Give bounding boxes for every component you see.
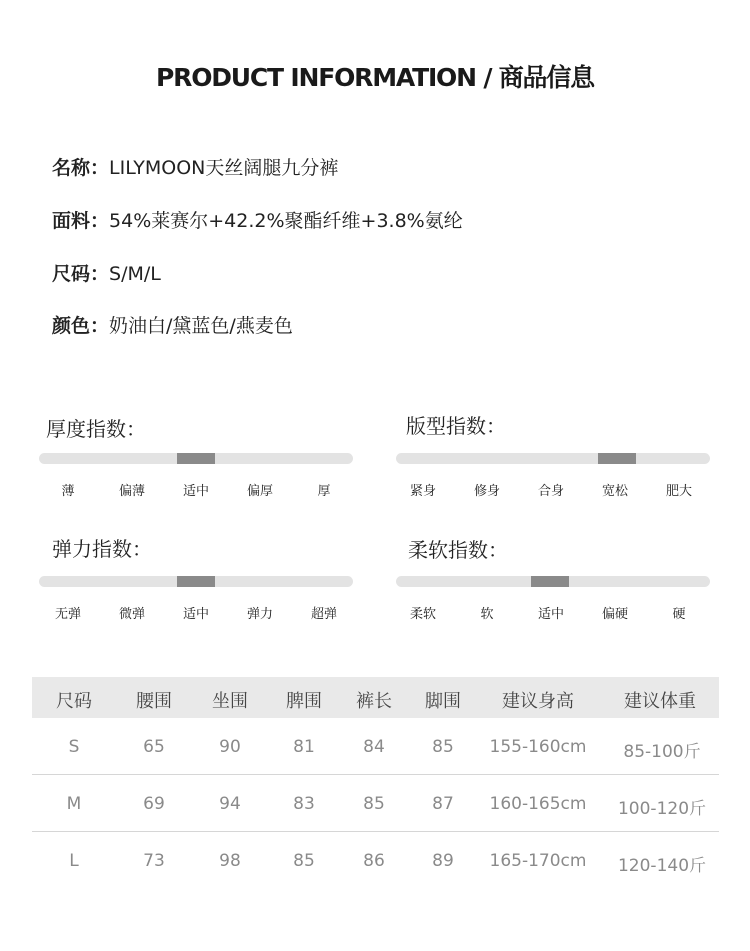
fit-label-3: 合身 (537, 484, 565, 499)
table-cell: 73 (143, 851, 165, 871)
table-cell: 100-120斤 (617, 799, 707, 819)
info-fabric-value: 54%莱赛尔+42.2%聚酯纤维+3.8%氨纶 (109, 210, 463, 232)
info-color-key: 颜色： (52, 315, 110, 337)
softness-label-4: 偏硬 (601, 607, 629, 622)
table-header-length: 裤长 (356, 691, 392, 712)
row-divider (32, 831, 719, 832)
fit-label-1: 紧身 (409, 484, 437, 499)
table-cell: L (69, 851, 79, 871)
table-cell: 87 (432, 794, 454, 814)
table-header-waist: 腰围 (136, 691, 172, 712)
table-header-size: 尺码 (56, 691, 92, 712)
table-cell: 83 (293, 794, 315, 814)
info-fabric (52, 206, 463, 233)
table-cell: 160-165cm (489, 794, 587, 814)
table-cell: 65 (143, 737, 165, 757)
table-cell: 90 (219, 737, 241, 757)
info-name-key: 名称： (52, 157, 110, 179)
elasticity-index-bar (39, 576, 353, 587)
table-cell: 84 (363, 737, 385, 757)
softness-index-marker (531, 576, 569, 587)
softness-label-1: 柔软 (409, 607, 437, 622)
elasticity-label-5: 超弹 (310, 607, 338, 622)
info-size-key: 尺码： (52, 263, 110, 285)
fit-index-bar (396, 453, 710, 464)
thickness-index-marker (177, 453, 215, 464)
table-header-thigh: 脾围 (286, 691, 322, 712)
fit-index-marker (598, 453, 636, 464)
table-cell: 85 (432, 737, 454, 757)
softness-label-3: 适中 (537, 607, 565, 622)
thickness-label-3: 适中 (182, 484, 210, 499)
elasticity-label-4: 弹力 (246, 607, 274, 622)
page-title: PRODUCT INFORMATION / 商品信息 (156, 63, 594, 92)
table-cell: 85 (293, 851, 315, 871)
table-cell: 81 (293, 737, 315, 757)
table-cell: 86 (363, 851, 385, 871)
info-color-value: 奶油白/黛蓝色/燕麦色 (109, 315, 293, 337)
fit-label-2: 修身 (473, 484, 501, 499)
table-cell: 120-140斤 (617, 856, 707, 876)
table-cell: 98 (219, 851, 241, 871)
table-cell: 85-100斤 (623, 742, 701, 762)
table-cell: S (68, 737, 80, 757)
thickness-label-2: 偏薄 (118, 484, 146, 499)
row-divider (32, 774, 719, 775)
softness-label-2: 软 (480, 607, 494, 622)
table-header-weight: 建议体重 (624, 691, 696, 712)
table-cell: 155-160cm (489, 737, 587, 757)
info-size-value: S/M/L (109, 263, 161, 285)
elasticity-label-1: 无弹 (54, 607, 82, 622)
thickness-label-5: 厚 (317, 484, 331, 499)
fit-index-title: 版型指数： (406, 414, 506, 438)
info-name-value: LILYMOON天丝阔腿九分裤 (109, 157, 339, 179)
softness-index-bar (396, 576, 710, 587)
table-cell: 85 (363, 794, 385, 814)
thickness-label-4: 偏厚 (246, 484, 274, 499)
table-cell: 89 (432, 851, 454, 871)
table-cell: M (66, 794, 82, 814)
elasticity-index-title: 弹力指数： (52, 537, 152, 561)
thickness-index-bar (39, 453, 353, 464)
fit-label-5: 肥大 (665, 484, 693, 499)
table-cell: 165-170cm (489, 851, 587, 871)
info-color (52, 311, 293, 338)
fit-label-4: 宽松 (601, 484, 629, 499)
table-header-height: 建议身高 (502, 691, 574, 712)
elasticity-index-marker (177, 576, 215, 587)
softness-index-title: 柔软指数： (408, 538, 508, 562)
table-cell: 94 (219, 794, 241, 814)
table-header-hip: 坐围 (212, 691, 248, 712)
info-fabric-key: 面料： (52, 210, 110, 232)
table-cell: 69 (143, 794, 165, 814)
thickness-index-title: 厚度指数： (46, 417, 146, 441)
info-name (52, 153, 338, 180)
thickness-label-1: 薄 (61, 484, 75, 499)
elasticity-label-3: 适中 (182, 607, 210, 622)
elasticity-label-2: 微弹 (118, 607, 146, 622)
softness-label-5: 硬 (672, 607, 686, 622)
table-header-hem: 脚围 (425, 691, 461, 712)
info-size (52, 259, 161, 286)
